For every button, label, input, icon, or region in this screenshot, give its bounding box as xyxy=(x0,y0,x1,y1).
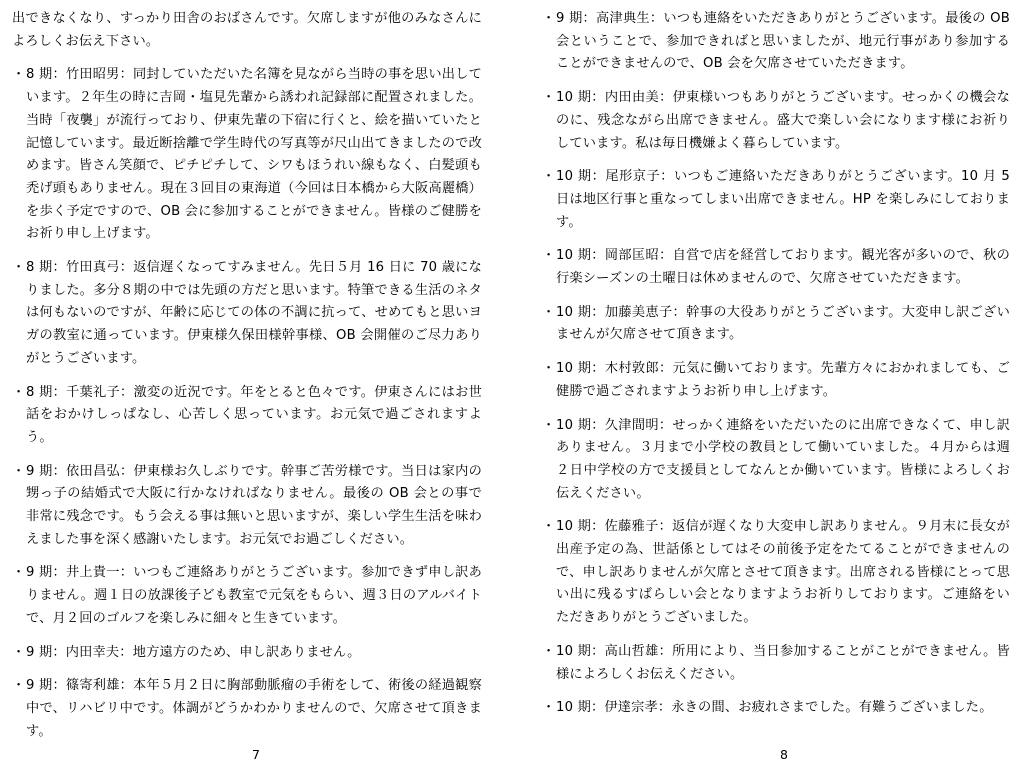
bullet-icon: ・ xyxy=(12,260,26,276)
list-item xyxy=(542,302,1010,347)
list-item-text: 10 期：木村敦郎：元気に働いております。先輩方々におかれましても、ご健勝で過ごされますようお祈り申し上げます。 xyxy=(556,361,1010,399)
list-item-text: 10 期：内田由美：伊東様いつもありがとうございます。せっかくの機会なのに、残念ながら出席できません。盛大で楽しい会になります様にお祈りしています。私は毎日機嫌よく暮らしています。 xyxy=(556,90,1010,151)
list-item xyxy=(12,642,482,665)
list-item-text: 9 期：内田幸夫：地方遠方のため、申し訳ありません。 xyxy=(26,644,361,660)
bullet-icon: ・ xyxy=(542,304,556,320)
bullet-icon: ・ xyxy=(542,248,556,264)
list-item xyxy=(542,8,1010,76)
list-item-text: 10 期：久津間明：せっかく連絡をいただいたのに出席できなくて、申し訳ありません。３月まで小学校の教員として働いていました。４月からは週２日中学校の方で支援員としてなんとか働いています。皆様によろしくお伝えください。 xyxy=(556,417,1010,501)
list-item-text: 9 期：篠寄利雄：本年５月２日に胸部動脈瘤の手術をして、術後の経過観察中で、リハビリ中です。体調がどうかわかりませんので、欠席させて頂きます。 xyxy=(26,678,482,739)
list-item xyxy=(12,562,482,630)
page-number: 7 xyxy=(252,746,260,762)
bullet-icon: ・ xyxy=(542,700,556,716)
list-item xyxy=(542,697,1010,720)
paragraph-continuation: 出できなくなり、すっかり田舎のおばさんです。欠席しますが他のみなさんによろしくお伝え下さい。 xyxy=(12,11,482,49)
bullet-icon: ・ xyxy=(542,169,556,185)
bullet-icon: ・ xyxy=(12,463,26,479)
bullet-icon: ・ xyxy=(12,67,26,83)
list-item xyxy=(542,415,1010,506)
bullet-icon: ・ xyxy=(542,361,556,377)
list-item-text: 10 期：尾形京子：いつもご連絡いただきありがとうございます。10 月 5 日は地区行事と重なってしまい出席できません。HP を楽しみにしております。 xyxy=(556,169,1010,230)
list-item-text: 9 期：高津典生：いつも連絡をいただきありがとうございます。最後の OB 会ということで、参加できればと思いましたが、地元行事があり参加することができませんので、OB 会を欠席させていただきます。 xyxy=(556,11,1010,72)
bullet-icon: ・ xyxy=(542,417,556,433)
list-item-text: 9 期：井上貴一：いつもご連絡ありがとうございます。参加できず申し訳ありません。週１日の放課後子ども教室で元気をもらい、週３日のアルバイトで、月２回のゴルフを楽しみに細々と生きています。 xyxy=(26,565,482,626)
bullet-icon: ・ xyxy=(12,565,26,581)
bullet-icon: ・ xyxy=(542,519,556,535)
list-item-text: 8 期：千葉礼子：激変の近況です。年をとると色々です。伊東さんにはお世話をおかけしっぱなし、心苦しく思っています。お元気で過ごされますよう。 xyxy=(26,384,482,445)
bullet-icon: ・ xyxy=(542,90,556,106)
list-item-text: 10 期：佐藤雅子：返信が遅くなり大変申し訳ありません。９月末に長女が出産予定の為、世話係としてはその前後予定をたてることができませんので、申し訳ありませんが欠席とさせて頂きます。出席される皆様にとって思い出に残るすばらしい会となりますようお祈りしております。ご連絡をいただきありがとうございました。 xyxy=(556,519,1010,626)
list-item xyxy=(12,675,482,743)
list-item xyxy=(12,64,482,246)
list-item xyxy=(542,245,1010,290)
list-item xyxy=(542,358,1010,403)
bullet-icon: ・ xyxy=(12,384,26,400)
list-item xyxy=(542,87,1010,155)
list-item-text: 8 期：竹田真弓：返信遅くなってすみません。先日５月 16 日に 70 歳になりました。多分８期の中では先頭の方だと思います。特筆できる生活のネタは何もないのですが、年齢に応じての体の不調に抗って、せめてもと思いヨガの教室に通っています。伊東様久保田様幹事様、OB 会開催のご尽力ありがとうございます。 xyxy=(26,260,482,366)
page-right-body xyxy=(542,8,1010,720)
list-item xyxy=(12,461,482,552)
page-right xyxy=(512,0,1024,771)
list-item-text: 10 期：岡部匡昭：自営で店を経営しております。観光客が多いので、秋の行楽シーズンの土曜日は休めませんので、欠席させていただきます。 xyxy=(556,248,1010,287)
list-item-text: 10 期：伊達宗孝：永きの間、お疲れさまでした。有難うございました。 xyxy=(556,700,993,716)
list-item-text: 8 期：竹田昭男：同封していただいた名簿を見ながら当時の事を思い出しています。２年生の時に吉岡・塩見先輩から誘われ記録部に配置されました。当時「夜襲」が流行っており、伊東先輩の下宿に行くと、絵を描いていたと記憶しています。最近断捨離で学生時代の写真等が尺山出てきましたので改めます。皆さん笑顔で、ピチピチして、シワもほうれい線もなく、白髪頭も禿げ頭もありません。現在３回目の東海道（今回は日本橋から大阪高麗橋）を歩く予定ですので、OB 会に参加することができません。皆様のご健勝をお祈り申し上げます。 xyxy=(26,67,482,242)
bullet-icon: ・ xyxy=(542,643,556,659)
list-item xyxy=(542,516,1010,630)
page-left-body xyxy=(12,8,482,743)
page-number: 8 xyxy=(780,746,788,762)
bullet-icon: ・ xyxy=(542,11,556,26)
list-item-text: 9 期：依田昌弘：伊東様お久しぶりです。幹事ご苦労様です。当日は家内の甥っ子の結婚式で大阪に行かなければなりません。最後の OB 会との事で非常に残念です。もう会える事は無いと思いますが、楽しい学生生活を味わえました事を深く感謝いたします。お元気でお過ごしください。 xyxy=(26,463,482,547)
list-item-text: 10 期：高山哲雄：所用により、当日参加することがことができません。皆様によろしくお伝えください。 xyxy=(556,643,1010,682)
bullet-icon: ・ xyxy=(12,678,26,694)
list-item xyxy=(12,382,482,450)
bullet-icon: ・ xyxy=(12,644,26,660)
list-item-text: 10 期：加藤美恵子：幹事の大役ありがとうございます。大変申し訳ございませんが欠席させて頂きます。 xyxy=(556,304,1010,343)
list-item xyxy=(542,641,1010,686)
list-item xyxy=(542,166,1010,234)
list-item xyxy=(12,257,482,371)
